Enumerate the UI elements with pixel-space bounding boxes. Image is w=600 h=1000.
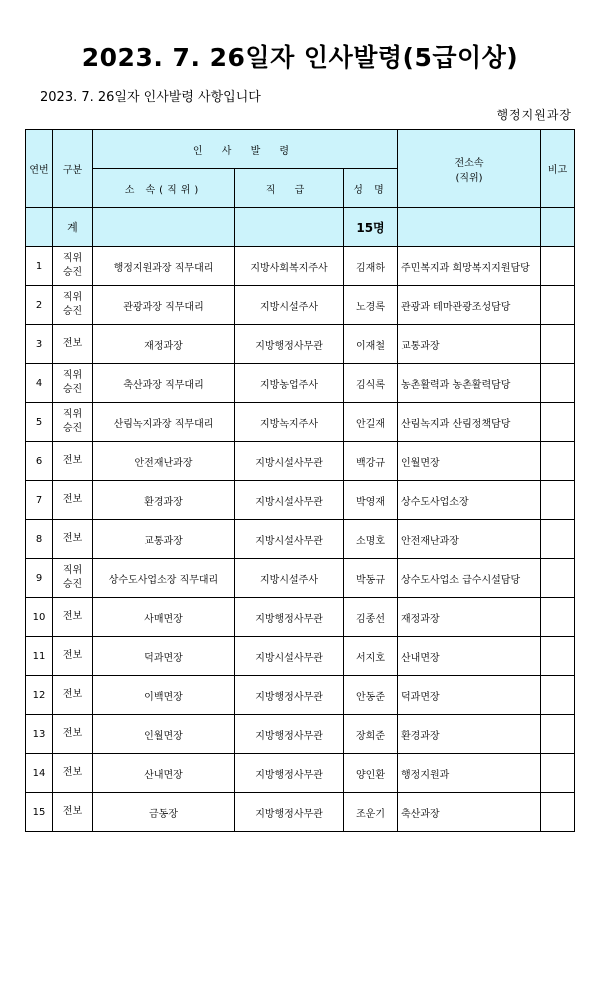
- row-gubun-line: 승진: [62, 579, 83, 590]
- row-no: 13: [26, 715, 53, 754]
- row-no: 15: [26, 793, 53, 832]
- row-note: [541, 793, 575, 832]
- row-grade: 지방시설사무관: [235, 442, 344, 481]
- row-affiliation: 관광과장 직무대리: [93, 286, 235, 325]
- total-note: [541, 208, 575, 247]
- row-gubun: [53, 442, 93, 481]
- row-gubun: [53, 520, 93, 559]
- row-note: [541, 637, 575, 676]
- header-affiliation: 소 속(직위): [93, 169, 235, 208]
- row-gubun: [53, 403, 93, 442]
- table-row: [26, 793, 575, 832]
- row-name: 조운기: [344, 793, 398, 832]
- row-affiliation: 사매면장: [93, 598, 235, 637]
- row-gubun-line: 전보: [62, 494, 83, 505]
- header-group: 인 사 발 령: [93, 130, 398, 169]
- row-prev: 축산과장: [398, 793, 541, 832]
- header-grade: 직 급: [235, 169, 344, 208]
- page-title: 2023. 7. 26일자 인사발령(5급이상): [81, 43, 519, 72]
- row-gubun: [53, 754, 93, 793]
- row-no: 12: [26, 676, 53, 715]
- total-no: [26, 208, 53, 247]
- department-label: 행정지원과장: [496, 108, 572, 122]
- table-row: [26, 247, 575, 286]
- row-grade: 지방시설사무관: [235, 481, 344, 520]
- row-gubun-line: 전보: [62, 338, 83, 349]
- row-gubun-line: 전보: [62, 806, 83, 817]
- header-prev: [398, 130, 541, 208]
- row-grade: 지방농업주사: [235, 364, 344, 403]
- row-prev: 안전재난과장: [398, 520, 541, 559]
- row-gubun: [53, 715, 93, 754]
- row-gubun-line: 전보: [62, 767, 83, 778]
- row-prev: 인월면장: [398, 442, 541, 481]
- total-grade: [235, 208, 344, 247]
- row-prev: 관광과 테마관광조성담당: [398, 286, 541, 325]
- row-gubun-line: 전보: [62, 689, 83, 700]
- row-name: 소명호: [344, 520, 398, 559]
- total-row: [26, 208, 575, 247]
- row-note: [541, 598, 575, 637]
- row-note: [541, 286, 575, 325]
- row-gubun-line: 직위: [62, 253, 83, 264]
- personnel-table: [25, 129, 575, 832]
- row-affiliation: 이백면장: [93, 676, 235, 715]
- header-gubun: 구분: [53, 130, 93, 208]
- row-note: [541, 520, 575, 559]
- row-affiliation: 산내면장: [93, 754, 235, 793]
- row-gubun-line: 직위: [62, 370, 83, 381]
- table-row: [26, 598, 575, 637]
- table-row: [26, 364, 575, 403]
- row-gubun: [53, 286, 93, 325]
- row-name: 김식록: [344, 364, 398, 403]
- row-no: 8: [26, 520, 53, 559]
- row-no: 11: [26, 637, 53, 676]
- row-name: 서지호: [344, 637, 398, 676]
- row-name: 박동규: [344, 559, 398, 598]
- row-gubun-line: 전보: [62, 728, 83, 739]
- table-row: [26, 754, 575, 793]
- row-affiliation: 산림녹지과장 직무대리: [93, 403, 235, 442]
- row-prev: 산림녹지과 산림정책담당: [398, 403, 541, 442]
- row-affiliation: 행정지원과장 직무대리: [93, 247, 235, 286]
- row-gubun: [53, 559, 93, 598]
- row-note: [541, 559, 575, 598]
- total-affiliation: [93, 208, 235, 247]
- row-name: 김재하: [344, 247, 398, 286]
- row-gubun-line: 전보: [62, 611, 83, 622]
- row-grade: 지방행정사무관: [235, 793, 344, 832]
- row-name: 박영재: [344, 481, 398, 520]
- total-label: 계: [53, 208, 93, 247]
- row-grade: 지방행정사무관: [235, 325, 344, 364]
- row-affiliation: 안전재난과장: [93, 442, 235, 481]
- total-count: 15명: [344, 208, 398, 247]
- table-row: [26, 637, 575, 676]
- row-affiliation: 인월면장: [93, 715, 235, 754]
- row-name: 양인환: [344, 754, 398, 793]
- header-no: 연번: [26, 130, 53, 208]
- row-prev: 재정과장: [398, 598, 541, 637]
- row-prev: 교통과장: [398, 325, 541, 364]
- table-row: [26, 442, 575, 481]
- row-name: 백강규: [344, 442, 398, 481]
- row-no: 10: [26, 598, 53, 637]
- row-gubun: [53, 247, 93, 286]
- row-affiliation: 환경과장: [93, 481, 235, 520]
- row-prev: 덕과면장: [398, 676, 541, 715]
- total-prev: [398, 208, 541, 247]
- row-no: 14: [26, 754, 53, 793]
- row-no: 5: [26, 403, 53, 442]
- row-grade: 지방시설사무관: [235, 637, 344, 676]
- row-no: 1: [26, 247, 53, 286]
- row-gubun-line: 직위: [62, 292, 83, 303]
- row-grade: 지방녹지주사: [235, 403, 344, 442]
- row-note: [541, 403, 575, 442]
- row-grade: 지방행정사무관: [235, 754, 344, 793]
- row-grade: 지방행정사무관: [235, 715, 344, 754]
- row-affiliation: 교통과장: [93, 520, 235, 559]
- row-gubun-line: 직위: [62, 565, 83, 576]
- row-grade: 지방사회복지주사: [235, 247, 344, 286]
- page-subtitle: 2023. 7. 26일자 인사발령 사항입니다: [40, 90, 261, 105]
- row-grade: 지방시설주사: [235, 559, 344, 598]
- row-no: 6: [26, 442, 53, 481]
- row-note: [541, 676, 575, 715]
- row-no: 2: [26, 286, 53, 325]
- row-gubun: [53, 598, 93, 637]
- row-gubun-line: 승진: [62, 306, 83, 317]
- row-name: 장희준: [344, 715, 398, 754]
- row-grade: 지방시설사무관: [235, 520, 344, 559]
- row-gubun-line: 전보: [62, 650, 83, 661]
- table-row: [26, 715, 575, 754]
- row-prev: 산내면장: [398, 637, 541, 676]
- row-no: 4: [26, 364, 53, 403]
- row-gubun: [53, 793, 93, 832]
- row-gubun: [53, 325, 93, 364]
- row-gubun: [53, 637, 93, 676]
- row-gubun-line: 전보: [62, 455, 83, 466]
- row-grade: 지방행정사무관: [235, 598, 344, 637]
- row-name: 노경록: [344, 286, 398, 325]
- header-prev-sub: (직위): [455, 172, 483, 184]
- row-note: [541, 364, 575, 403]
- row-gubun-line: 승진: [62, 423, 83, 434]
- header-name: 성 명: [344, 169, 398, 208]
- row-affiliation: 상수도사업소장 직무대리: [93, 559, 235, 598]
- table-row: [26, 325, 575, 364]
- row-no: 9: [26, 559, 53, 598]
- row-prev: 상수도사업소장: [398, 481, 541, 520]
- row-note: [541, 442, 575, 481]
- row-gubun-line: 직위: [62, 409, 83, 420]
- header-note: 비고: [541, 130, 575, 208]
- row-gubun-line: 전보: [62, 533, 83, 544]
- row-no: 3: [26, 325, 53, 364]
- row-gubun-line: 승진: [62, 267, 83, 278]
- row-affiliation: 축산과장 직무대리: [93, 364, 235, 403]
- table-row: [26, 403, 575, 442]
- row-prev: 주민복지과 희망복지지원담당: [398, 247, 541, 286]
- row-grade: 지방행정사무관: [235, 676, 344, 715]
- row-affiliation: 재정과장: [93, 325, 235, 364]
- table-row: [26, 286, 575, 325]
- row-note: [541, 481, 575, 520]
- row-prev: 환경과장: [398, 715, 541, 754]
- header-prev-label: 전소속: [454, 157, 484, 169]
- row-gubun-line: 승진: [62, 384, 83, 395]
- row-prev: 농촌활력과 농촌활력담당: [398, 364, 541, 403]
- row-note: [541, 247, 575, 286]
- row-affiliation: 금동장: [93, 793, 235, 832]
- row-prev: 상수도사업소 급수시설담당: [398, 559, 541, 598]
- row-note: [541, 715, 575, 754]
- row-name: 이재철: [344, 325, 398, 364]
- row-note: [541, 325, 575, 364]
- row-note: [541, 754, 575, 793]
- row-gubun: [53, 364, 93, 403]
- row-affiliation: 덕과면장: [93, 637, 235, 676]
- row-name: 안길재: [344, 403, 398, 442]
- table-row: [26, 559, 575, 598]
- row-gubun: [53, 676, 93, 715]
- table-row: [26, 481, 575, 520]
- row-name: 김종선: [344, 598, 398, 637]
- table-row: [26, 676, 575, 715]
- table-row: [26, 520, 575, 559]
- row-gubun: [53, 481, 93, 520]
- row-prev: 행정지원과: [398, 754, 541, 793]
- row-no: 7: [26, 481, 53, 520]
- row-name: 안동준: [344, 676, 398, 715]
- row-grade: 지방시설주사: [235, 286, 344, 325]
